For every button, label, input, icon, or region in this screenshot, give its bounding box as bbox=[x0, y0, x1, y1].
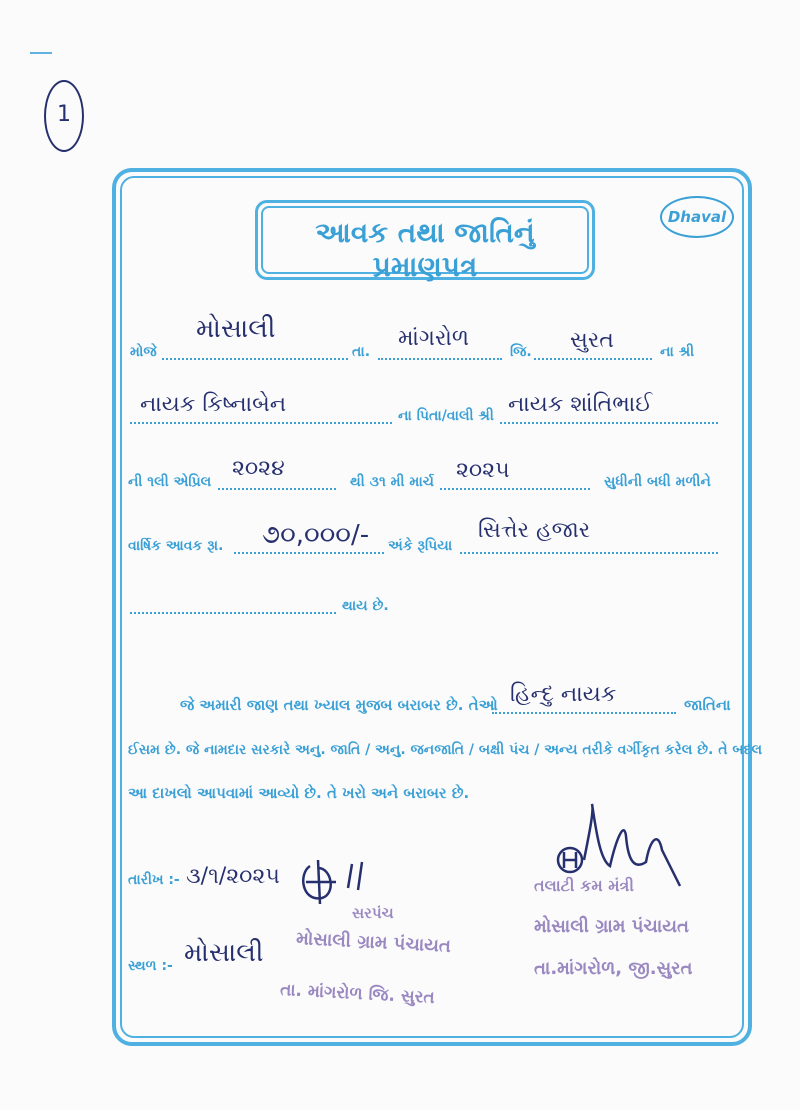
corner-mark bbox=[30, 52, 52, 54]
value-caste: હિન્દુ નાયક bbox=[510, 682, 617, 707]
line-income-figure bbox=[234, 552, 384, 554]
label-na-shri: ના શ્રી bbox=[660, 344, 695, 360]
stamp-sarpanch-address: તા. માંગરોળ જિ. સુરત bbox=[279, 979, 436, 1009]
value-name: નાયક કિષ્નાબેન bbox=[140, 392, 287, 417]
line-caste bbox=[492, 712, 676, 714]
label-april: ની ૧લી એપ્રિલ bbox=[128, 474, 212, 490]
line-to-year bbox=[440, 488, 590, 490]
stamp-talati-address: તા.માંગરોળ, જી.સુરત bbox=[534, 958, 693, 979]
value-district: સુરત bbox=[570, 328, 614, 353]
line-from-year bbox=[218, 488, 336, 490]
value-income-figure: ૭૦,૦૦૦/- bbox=[262, 520, 370, 550]
label-parent: ના પિતા/વાલી શ્રી bbox=[398, 408, 494, 424]
stamp-sarpanch-panchayat: મોસાલી ગ્રામ પંચાયત bbox=[295, 927, 452, 958]
label-date: તારીખ :- bbox=[128, 872, 180, 888]
stamp-talati: તલાટી કમ મંત્રી bbox=[534, 876, 634, 895]
line-district bbox=[534, 358, 652, 360]
certificate-title: આવક તથા જાતિનું પ્રમાણપત્ર bbox=[315, 216, 535, 283]
dhaval-logo bbox=[660, 196, 734, 238]
value-date: ૩/૧/૨૦૨૫ bbox=[186, 864, 280, 889]
label-sudhi: સુધીની બધી મળીને bbox=[604, 474, 711, 490]
line-blank bbox=[130, 612, 336, 614]
line-taluka bbox=[378, 358, 502, 360]
para-line1-a: જે અમારી જાણ તથા ખ્યાલ મુજબ બરાબર છે. તેઓ bbox=[180, 696, 498, 714]
para-line1-b: જાતિના bbox=[684, 696, 731, 714]
label-place: સ્થળ :- bbox=[128, 958, 173, 974]
certificate-frame-inner bbox=[120, 176, 744, 1038]
stamp-sarpanch: સરપંચ bbox=[352, 904, 394, 922]
label-moje: મોજે bbox=[130, 344, 157, 360]
value-taluka: માંગરોળ bbox=[398, 326, 470, 351]
value-to-year: ૨૦૨૫ bbox=[456, 458, 510, 483]
logo-text: Dhaval bbox=[667, 208, 727, 226]
label-anke: અંકે રૂપિયા bbox=[388, 538, 453, 554]
line-income-words bbox=[460, 552, 718, 554]
page-number: 1 bbox=[57, 102, 71, 127]
line-village bbox=[162, 358, 348, 360]
stamp-talati-panchayat: મોસાલી ગ્રામ પંચાયત bbox=[534, 916, 689, 937]
page-number-circle bbox=[44, 80, 84, 152]
line-name bbox=[130, 422, 392, 424]
label-thay: થાય છે. bbox=[342, 598, 389, 614]
para-line3: આ દાખલો આપવામાં આવ્યો છે. તે ખરો અને બરાબર છે. bbox=[128, 784, 470, 802]
value-place: મોસાલી bbox=[184, 938, 264, 968]
value-from-year: ૨૦૨૪ bbox=[232, 456, 285, 481]
label-march: થી ૩૧ મી માર્ચ bbox=[350, 474, 434, 490]
value-parent: નાયક શાંતિભાઈ bbox=[508, 392, 653, 417]
line-parent bbox=[500, 422, 718, 424]
label-ji: જિ. bbox=[510, 344, 532, 360]
label-income: વાર્ષિક આવક રૂા. bbox=[128, 538, 224, 554]
value-income-words: સિત્તેર હજાર bbox=[478, 518, 591, 543]
label-ta: તા. bbox=[352, 344, 371, 360]
para-line2: ઈસમ છે. જે નામદાર સરકારે અનુ. જાતિ / અનુ. જનજાતિ / બક્ષી પંચ / અન્ય તરીકે વર્ગીકૃત કરેલ છે. તે બદલ bbox=[128, 742, 763, 758]
value-village: મોસાલી bbox=[196, 314, 276, 344]
